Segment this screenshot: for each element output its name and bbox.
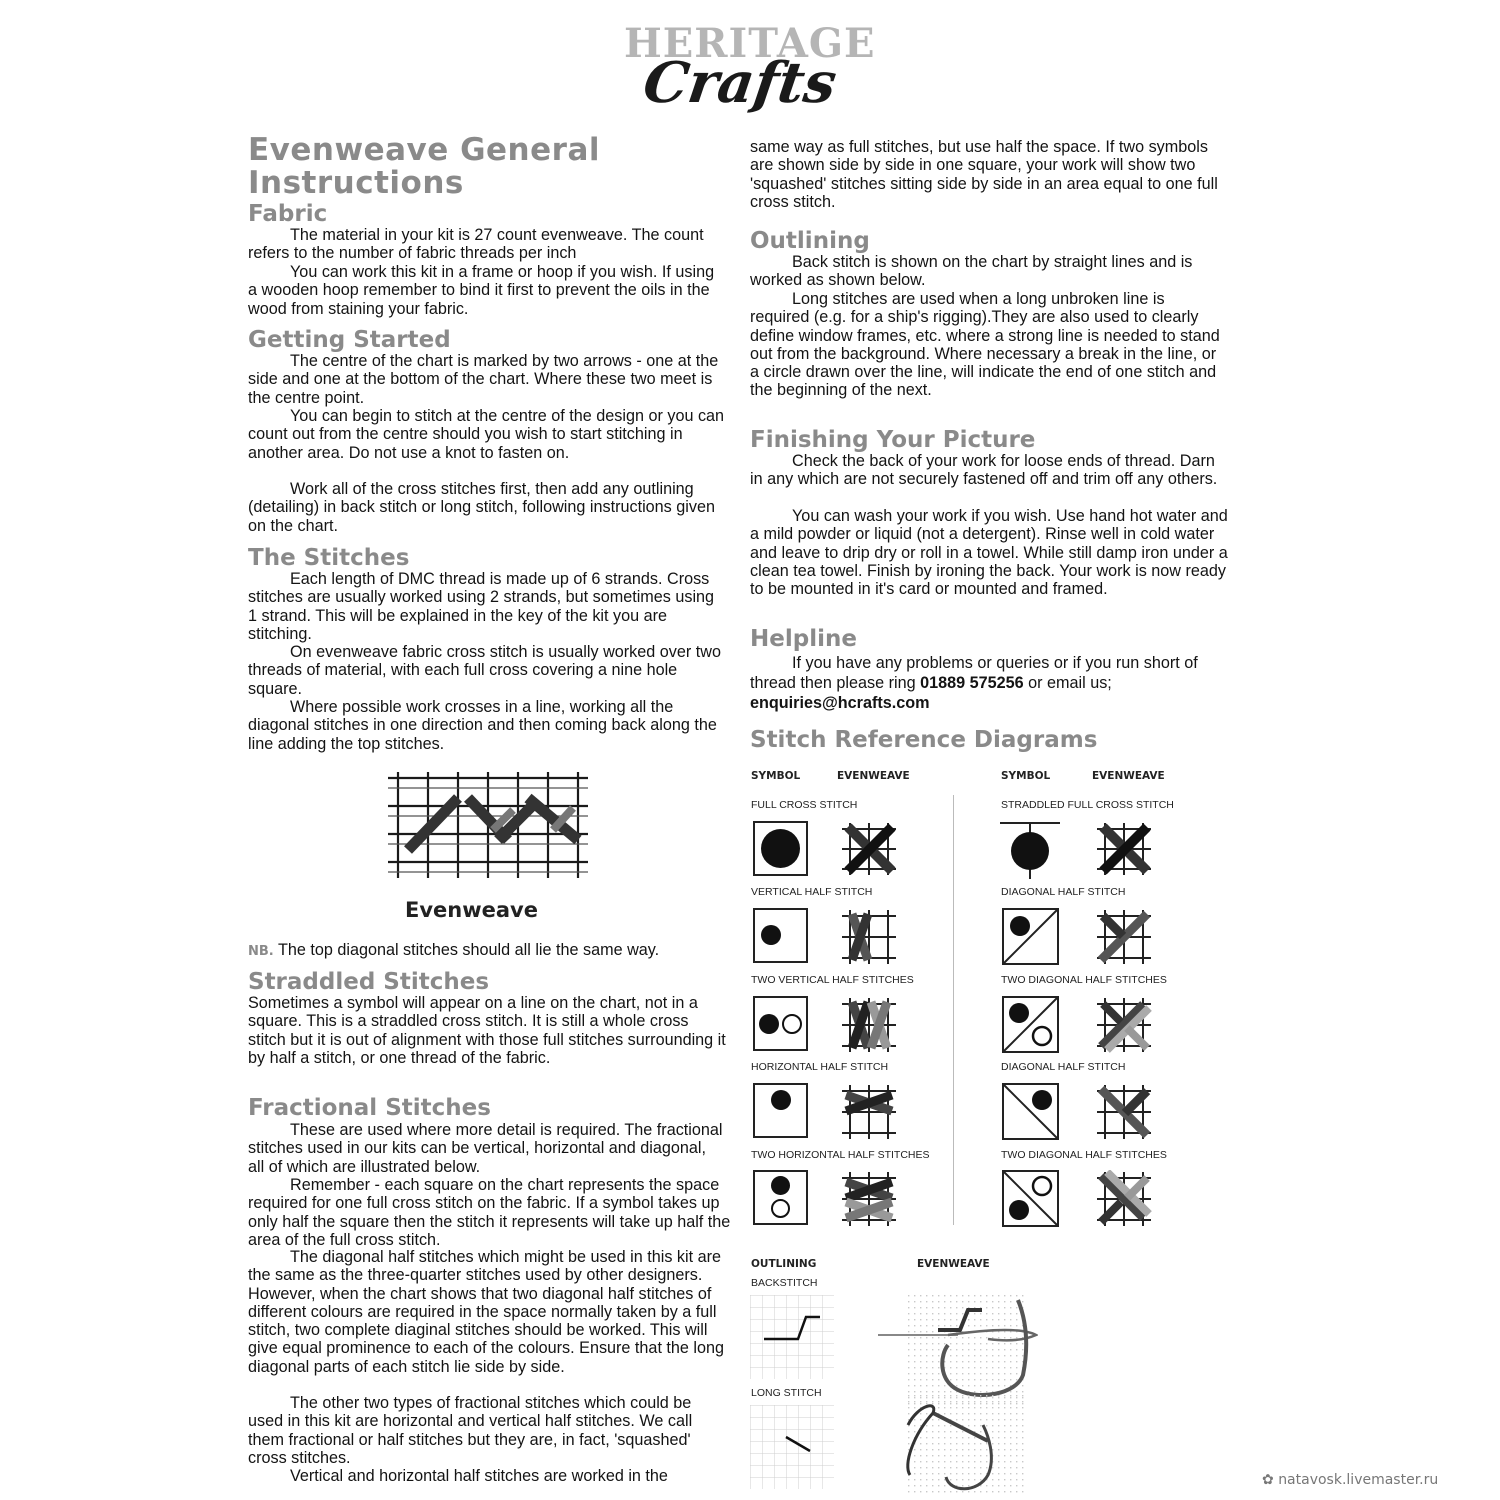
long-stitch-label: LONG STITCH: [751, 1387, 822, 1399]
symbol-dot: [759, 1014, 779, 1034]
col-evenweave-right: EVENWEAVE: [1092, 770, 1165, 782]
watermark-text: natavosk.livemaster.ru: [1278, 1472, 1439, 1488]
label-two-diagonal-half: TWO DIAGONAL HALF STITCHES: [1001, 974, 1167, 986]
col-symbol-right: SYMBOL: [1001, 770, 1051, 782]
symbol-two-vertical-half: [753, 996, 808, 1051]
long-stitch-chart: [750, 1405, 834, 1489]
label-two-horizontal-half: TWO HORIZONTAL HALF STITCHES: [751, 1149, 930, 1161]
diagrams-heading: Stitch Reference Diagrams: [750, 727, 1098, 753]
fabric-text-2-content: You can work this kit in a frame or hoop if you wish. If using a wooden hoop remember to bind it first to prevent the oils in the wood from staining your fabric.: [248, 263, 715, 318]
finishing-heading: Finishing Your Picture: [750, 427, 1036, 453]
label-vertical-half: VERTICAL HALF STITCH: [751, 886, 873, 898]
evenweave-full-cross: [838, 821, 900, 877]
label-diagonal-half-2: DIAGONAL HALF STITCH: [1001, 1061, 1126, 1073]
symbol-diagonal-half-2: [1002, 1083, 1060, 1141]
symbol-ring: [771, 1199, 790, 1218]
fabric-heading: Fabric: [248, 201, 328, 227]
symbol-two-diagonal-half: [1002, 996, 1060, 1054]
logo-bottom-text: Crafts: [639, 50, 841, 116]
straddled-heading: Straddled Stitches: [248, 969, 490, 995]
stitches-heading: The Stitches: [248, 545, 410, 571]
getting-started-text-1-content: The centre of the chart is marked by two arrows - one at the side and one at the bottom of the chart. Where these two meet is the centre point.: [248, 352, 719, 407]
stitches-text-3-content: Where possible work crosses in a line, working all the diagonal stitches in one direction and then coming back along the line adding the top stitches.: [248, 698, 717, 753]
outlining-text-2-content: Long stitches are used when a long unbroken line is required (e.g. for a ship's rigging).They are also used to clearly define window frames, etc. where a strong line is needed to stand out from the background. Where necessary a break in the line, or a circle drawn over the line, will indicate the end of one stitch and the beginning of the next.: [750, 290, 1220, 400]
col-symbol-left: SYMBOL: [751, 770, 801, 782]
helpline-text-2: or email us;: [1028, 674, 1112, 692]
stitches-text-1-content: Each length of DMC thread is made up of 6 strands. Cross stitches are usually worked using 2 strands, but sometimes using 1 strand. This will be explained in the key of the kit you are stitching.: [248, 570, 715, 643]
fractional-text-4-content: The other two types of fractional stitches which could be used in this kit are horizontal and vertical half stitches. We call them fractional or half stitches but they are, in fact, 'squashed' cross stitches.: [248, 1394, 693, 1467]
evenweave-two-diagonal-half: [1093, 996, 1155, 1054]
helpline-text-1: If you have any problems or queries or if you run short of thread then please ring: [750, 654, 1198, 692]
backstitch-evenweave: [878, 1295, 1038, 1405]
symbol-diagonal-half: [1002, 908, 1060, 966]
label-diagonal-half: DIAGONAL HALF STITCH: [1001, 886, 1126, 898]
outlining-label: OUTLINING: [751, 1258, 817, 1270]
diagram-divider: [953, 795, 954, 1225]
nb-label: NB.: [248, 944, 274, 959]
evenweave-two-vertical-half: [838, 996, 900, 1054]
fractional-text-5-content: Vertical and horizontal half stitches are worked in the: [290, 1467, 668, 1485]
label-horizontal-half: HORIZONTAL HALF STITCH: [751, 1061, 889, 1073]
symbol-dot: [761, 829, 800, 868]
page-title: Evenweave General Instructions: [248, 132, 600, 201]
outlining-text-1-content: Back stitch is shown on the chart by straight lines and is worked as shown below.: [750, 253, 1193, 290]
label-straddled-full-cross: STRADDLED FULL CROSS STITCH: [1001, 799, 1174, 811]
symbol-dot: [771, 1176, 790, 1195]
symbol-two-horizontal-half: [753, 1170, 808, 1225]
fabric-text-1-content: The material in your kit is 27 count evenweave. The count refers to the number of fabric threads per inch: [248, 226, 704, 263]
symbol-full-cross: [753, 821, 808, 876]
fractional-text-3-content: The diagonal half stitches which might be used in this kit are the same as the three-quarter stitches used by other designers. However, when the chart shows that two diagonal half stitches of different colours are required in the space normally taken by a full stitch, two complete diaginal stitches should be worked. This will give equal prominence to each of the colours. Ensure that the long diagonal parts of each stitch lie side by side.: [248, 1248, 725, 1376]
helpline-phone[interactable]: 01889 575256: [920, 674, 1024, 692]
evenweave-diagonal-half: [1093, 908, 1155, 966]
evenweave-diagonal-half-2: [1093, 1083, 1155, 1141]
outlining-heading: Outlining: [750, 228, 870, 254]
figure-caption: Evenweave: [405, 898, 538, 922]
symbol-dot: [761, 925, 781, 945]
symbol-straddled-full-cross: [1000, 821, 1060, 881]
fractional-text-1-content: These are used where more detail is required. The fractional stitches used in our kits can be vertical, horizontal and diagonal, all of which are illustrated below.: [248, 1121, 723, 1176]
watermark: [1262, 1472, 1438, 1488]
watermark-icon: ✿: [1262, 1472, 1279, 1488]
getting-started-text-2-content: You can begin to stitch at the centre of the design or you can count out from the centre should you wish to start stitching in another area. Do not use a knot to fasten on.: [248, 407, 725, 462]
symbol-dot: [771, 1090, 791, 1110]
outlining-evenweave-label: EVENWEAVE: [917, 1258, 990, 1270]
evenweave-horizontal-half: [838, 1083, 900, 1141]
symbol-vertical-half: [753, 908, 808, 963]
finishing-text-2-content: You can wash your work if you wish. Use hand hot water and a mild powder or liquid (not a detergent). Rinse well in cold water and leave to drip dry or roll in a towel. While still damp iron under a clean tea towel. Finish by ironing the back. Your work is now ready to be mounted in it's card or mounted and framed.: [750, 507, 1228, 599]
symbol-two-diagonal-half-2: [1002, 1170, 1060, 1228]
logo-top-text: HERITAGE: [624, 20, 876, 67]
finishing-text-1-content: Check the back of your work for loose ends of thread. Darn in any which are not securely fastened off and trim off any others.: [750, 452, 1218, 489]
fractional-text-2-content: Remember - each square on the chart represents the space required for one full cross stitch on the fabric. If a symbol takes up only half the square then the stitch it represents will take up half the area of the full cross stitch.: [248, 1176, 731, 1249]
getting-started-text-3-content: Work all of the cross stitches first, then add any outlining (detailing) in back stitch or long stitch, following instructions given on the chart.: [248, 480, 715, 535]
helpline-heading: Helpline: [750, 626, 857, 652]
evenweave-two-horizontal-half: [838, 1170, 900, 1228]
long-stitch-evenweave: [878, 1395, 1038, 1495]
evenweave-vertical-half: [838, 908, 900, 966]
label-two-diagonal-half-2: TWO DIAGONAL HALF STITCHES: [1001, 1149, 1167, 1161]
stitches-text-2-content: On evenweave fabric cross stitch is usually worked over two threads of material, with each full cross covering a nine hole square.: [248, 643, 721, 698]
getting-started-heading: Getting Started: [248, 327, 451, 353]
evenweave-straddled-full-cross: [1093, 821, 1155, 877]
nb-text: The top diagonal stitches should all lie the same way.: [277, 941, 660, 959]
label-full-cross: FULL CROSS STITCH: [751, 799, 858, 811]
backstitch-label: BACKSTITCH: [751, 1277, 818, 1289]
symbol-ring: [782, 1014, 802, 1034]
fractional-heading: Fractional Stitches: [248, 1095, 491, 1121]
fractional-text-6: same way as full stitches, but use half the space. If two symbols are shown side by side in one square, your work will show two 'squashed' stitches sitting side by side in an area equal to one full cross stitch.: [750, 138, 1218, 211]
straddled-text-1: Sometimes a symbol will appear on a line on the chart, not in a square. This is a straddled cross stitch. It is still a whole cross stitch but it is out of alignment with those full stitches surrounding it by half a stitch, or one thread of the fabric.: [248, 994, 726, 1067]
helpline-email[interactable]: enquiries@hcrafts.com: [750, 694, 930, 712]
label-two-vertical-half: TWO VERTICAL HALF STITCHES: [751, 974, 914, 986]
evenweave-two-diagonal-half-2: [1093, 1170, 1155, 1228]
col-evenweave-left: EVENWEAVE: [837, 770, 910, 782]
backstitch-chart: [750, 1295, 834, 1379]
symbol-horizontal-half: [753, 1083, 808, 1138]
